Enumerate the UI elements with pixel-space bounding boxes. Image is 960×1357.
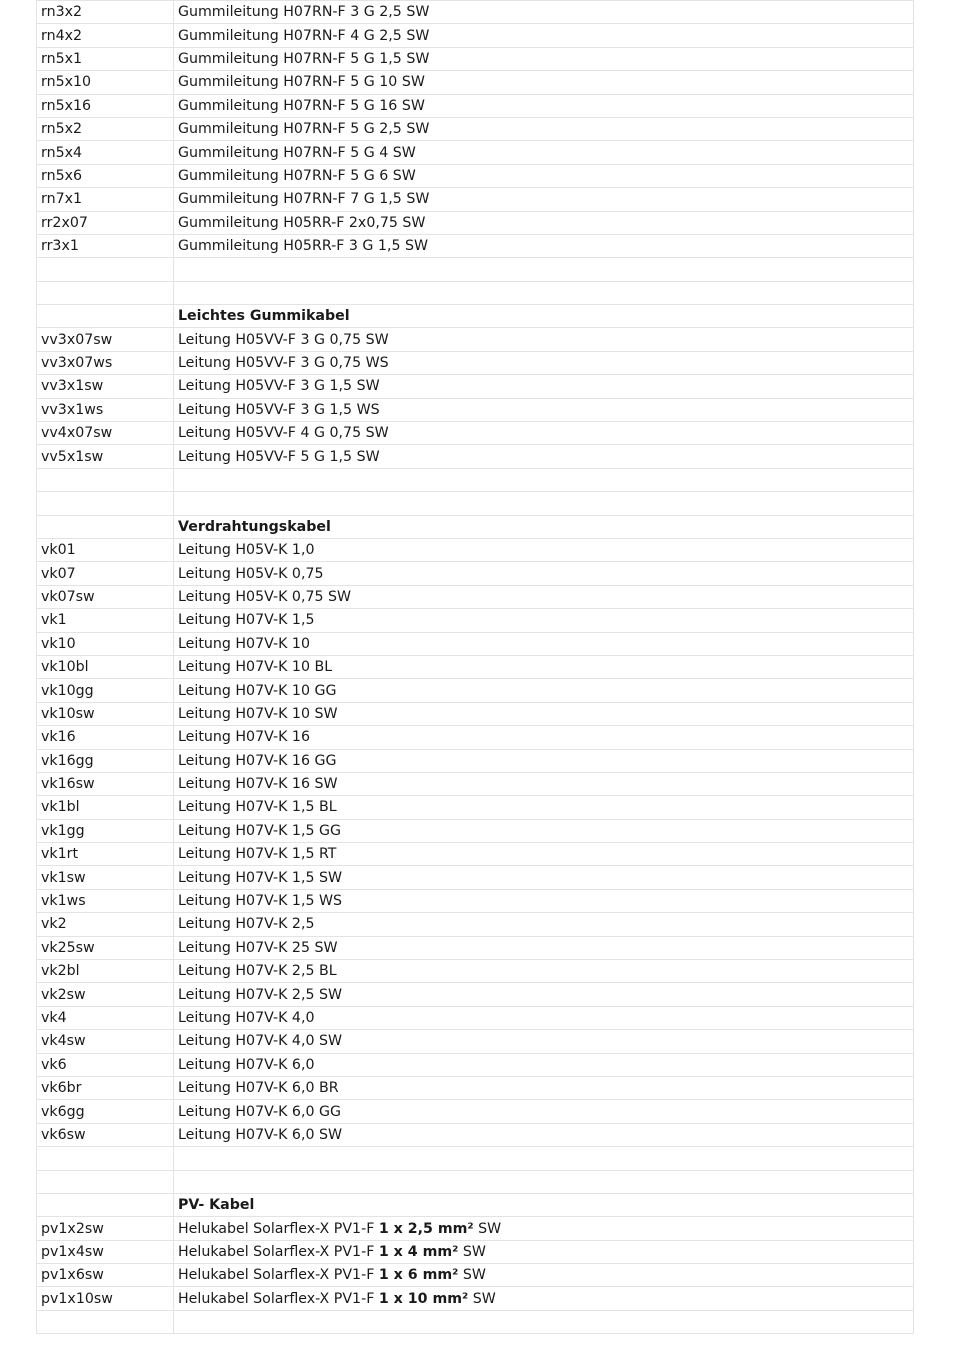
article-code: vk10sw <box>37 702 174 725</box>
article-description: Leitung H07V-K 1,5 GG <box>174 819 914 842</box>
empty-cell <box>37 1193 174 1216</box>
article-description: Leitung H07V-K 4,0 <box>174 1006 914 1029</box>
article-description: Leitung H05VV-F 3 G 0,75 SW <box>174 328 914 351</box>
table-row <box>37 889 914 912</box>
article-code: vv4x07sw <box>37 422 174 445</box>
section-heading-row <box>37 305 914 328</box>
table-row <box>37 538 914 561</box>
table-row <box>37 679 914 702</box>
article-description: Leitung H07V-K 2,5 SW <box>174 983 914 1006</box>
table-row <box>37 960 914 983</box>
table-row <box>37 328 914 351</box>
article-description: Leitung H07V-K 1,5 <box>174 609 914 632</box>
product-table <box>36 0 914 1334</box>
article-description: Leitung H07V-K 2,5 <box>174 913 914 936</box>
article-code: vk25sw <box>37 936 174 959</box>
table-row <box>37 94 914 117</box>
article-code: vk16 <box>37 726 174 749</box>
article-code: rn4x2 <box>37 24 174 47</box>
empty-cell <box>174 468 914 491</box>
article-description: Leitung H05VV-F 4 G 0,75 SW <box>174 422 914 445</box>
article-description: Gummileitung H07RN-F 3 G 2,5 SW <box>174 1 914 24</box>
article-code: rn5x2 <box>37 117 174 140</box>
article-description: Leitung H07V-K 1,5 SW <box>174 866 914 889</box>
empty-cell <box>37 258 174 281</box>
article-description: Leitung H07V-K 1,5 WS <box>174 889 914 912</box>
product-table-body <box>37 1 914 1334</box>
table-row <box>37 936 914 959</box>
table-row <box>37 1100 914 1123</box>
table-row <box>37 234 914 257</box>
article-code: vk10gg <box>37 679 174 702</box>
description-spec: 1 x 10 mm² <box>378 1290 469 1307</box>
description-spec: 1 x 4 mm² <box>378 1243 459 1260</box>
table-row <box>37 1030 914 1053</box>
blank-row <box>37 468 914 491</box>
blank-row <box>37 1170 914 1193</box>
table-row <box>37 609 914 632</box>
article-description <box>174 1264 914 1287</box>
table-row <box>37 585 914 608</box>
article-code: vk1rt <box>37 843 174 866</box>
article-code: vk2sw <box>37 983 174 1006</box>
table-row <box>37 375 914 398</box>
table-row <box>37 819 914 842</box>
table-row <box>37 71 914 94</box>
table-row <box>37 843 914 866</box>
article-description: Leitung H07V-K 6,0 GG <box>174 1100 914 1123</box>
table-row <box>37 1240 914 1263</box>
article-description <box>174 1217 914 1240</box>
empty-cell <box>174 1147 914 1170</box>
empty-cell <box>37 515 174 538</box>
article-code: rr2x07 <box>37 211 174 234</box>
section-heading: Verdrahtungskabel <box>174 515 914 538</box>
article-description: Gummileitung H07RN-F 7 G 1,5 SW <box>174 188 914 211</box>
article-description: Leitung H07V-K 16 <box>174 726 914 749</box>
article-code: vk1 <box>37 609 174 632</box>
table-row <box>37 749 914 772</box>
article-description: Leitung H07V-K 10 SW <box>174 702 914 725</box>
article-code: vk6 <box>37 1053 174 1076</box>
article-description: Gummileitung H05RR-F 3 G 1,5 SW <box>174 234 914 257</box>
table-row <box>37 796 914 819</box>
table-row <box>37 866 914 889</box>
article-description: Gummileitung H07RN-F 5 G 4 SW <box>174 141 914 164</box>
empty-cell <box>37 305 174 328</box>
article-code: pv1x10sw <box>37 1287 174 1310</box>
article-code: vk07 <box>37 562 174 585</box>
article-code: vv3x1sw <box>37 375 174 398</box>
table-row <box>37 1264 914 1287</box>
empty-cell <box>37 1147 174 1170</box>
article-description: Leitung H05V-K 0,75 SW <box>174 585 914 608</box>
table-row <box>37 1217 914 1240</box>
table-row <box>37 422 914 445</box>
article-description: Gummileitung H07RN-F 5 G 1,5 SW <box>174 47 914 70</box>
table-row <box>37 1053 914 1076</box>
article-code: vk10bl <box>37 655 174 678</box>
article-code: pv1x4sw <box>37 1240 174 1263</box>
article-description: Leitung H07V-K 16 GG <box>174 749 914 772</box>
article-code: vv3x07sw <box>37 328 174 351</box>
article-code: rn7x1 <box>37 188 174 211</box>
description-suffix: SW <box>468 1290 496 1307</box>
article-code: pv1x6sw <box>37 1264 174 1287</box>
article-description: Leitung H05V-K 1,0 <box>174 538 914 561</box>
article-code: rr3x1 <box>37 234 174 257</box>
table-row <box>37 1006 914 1029</box>
article-code: vk1gg <box>37 819 174 842</box>
article-description: Leitung H05VV-F 3 G 1,5 SW <box>174 375 914 398</box>
article-code: vk4 <box>37 1006 174 1029</box>
article-description: Leitung H05VV-F 5 G 1,5 SW <box>174 445 914 468</box>
table-row <box>37 117 914 140</box>
article-code: rn5x4 <box>37 141 174 164</box>
table-row <box>37 702 914 725</box>
table-row <box>37 655 914 678</box>
description-prefix: Helukabel Solarflex-X PV1-F <box>178 1243 379 1260</box>
table-row <box>37 1076 914 1099</box>
article-description: Gummileitung H07RN-F 5 G 16 SW <box>174 94 914 117</box>
empty-cell <box>174 1310 914 1333</box>
article-description: Leitung H07V-K 10 <box>174 632 914 655</box>
description-spec: 1 x 6 mm² <box>378 1267 459 1284</box>
blank-row <box>37 258 914 281</box>
article-code: vk01 <box>37 538 174 561</box>
article-code: vk4sw <box>37 1030 174 1053</box>
description-suffix: SW <box>458 1267 486 1284</box>
article-description: Leitung H07V-K 4,0 SW <box>174 1030 914 1053</box>
article-code: pv1x2sw <box>37 1217 174 1240</box>
description-prefix: Helukabel Solarflex-X PV1-F <box>178 1220 379 1237</box>
article-code: rn5x6 <box>37 164 174 187</box>
empty-cell <box>37 468 174 491</box>
description-suffix: SW <box>458 1243 486 1260</box>
empty-cell <box>37 1310 174 1333</box>
table-row <box>37 772 914 795</box>
article-description: Leitung H07V-K 6,0 <box>174 1053 914 1076</box>
article-code: rn5x10 <box>37 71 174 94</box>
empty-cell <box>37 492 174 515</box>
article-code: rn5x16 <box>37 94 174 117</box>
blank-row <box>37 492 914 515</box>
article-code: rn5x1 <box>37 47 174 70</box>
article-code: vk2 <box>37 913 174 936</box>
table-row <box>37 445 914 468</box>
description-prefix: Helukabel Solarflex-X PV1-F <box>178 1267 379 1284</box>
blank-row <box>37 1310 914 1333</box>
article-description: Leitung H07V-K 6,0 BR <box>174 1076 914 1099</box>
article-code: vk6gg <box>37 1100 174 1123</box>
empty-cell <box>37 1170 174 1193</box>
empty-cell <box>174 258 914 281</box>
article-code: vk10 <box>37 632 174 655</box>
article-description: Leitung H05VV-F 3 G 1,5 WS <box>174 398 914 421</box>
article-code: vk6sw <box>37 1123 174 1146</box>
article-description: Leitung H05V-K 0,75 <box>174 562 914 585</box>
table-row <box>37 398 914 421</box>
article-code: vk16gg <box>37 749 174 772</box>
table-row <box>37 24 914 47</box>
table-row <box>37 141 914 164</box>
table-row <box>37 726 914 749</box>
table-row <box>37 913 914 936</box>
article-description: Leitung H07V-K 25 SW <box>174 936 914 959</box>
table-row <box>37 983 914 1006</box>
article-description: Leitung H07V-K 1,5 BL <box>174 796 914 819</box>
table-row <box>37 1287 914 1310</box>
section-heading-row <box>37 1193 914 1216</box>
article-description: Gummileitung H07RN-F 5 G 2,5 SW <box>174 117 914 140</box>
article-code: vk07sw <box>37 585 174 608</box>
article-code: vk16sw <box>37 772 174 795</box>
section-heading: PV- Kabel <box>174 1193 914 1216</box>
table-row <box>37 164 914 187</box>
article-code: vv3x07ws <box>37 351 174 374</box>
table-row <box>37 632 914 655</box>
table-row <box>37 1123 914 1146</box>
table-row <box>37 1 914 24</box>
article-description: Leitung H07V-K 1,5 RT <box>174 843 914 866</box>
article-description <box>174 1287 914 1310</box>
article-code: vv3x1ws <box>37 398 174 421</box>
article-code: vk1bl <box>37 796 174 819</box>
article-description: Gummileitung H07RN-F 5 G 6 SW <box>174 164 914 187</box>
article-code: vk2bl <box>37 960 174 983</box>
blank-row <box>37 1147 914 1170</box>
article-code: vk1ws <box>37 889 174 912</box>
table-row <box>37 47 914 70</box>
table-row <box>37 188 914 211</box>
article-code: vk1sw <box>37 866 174 889</box>
description-suffix: SW <box>473 1220 502 1237</box>
article-description: Leitung H07V-K 2,5 BL <box>174 960 914 983</box>
section-heading-row <box>37 515 914 538</box>
article-code: vv5x1sw <box>37 445 174 468</box>
table-row <box>37 562 914 585</box>
description-spec: 1 x 2,5 mm² <box>378 1220 474 1237</box>
article-description <box>174 1240 914 1263</box>
empty-cell <box>174 492 914 515</box>
empty-cell <box>174 1170 914 1193</box>
section-heading: Leichtes Gummikabel <box>174 305 914 328</box>
article-code: vk6br <box>37 1076 174 1099</box>
empty-cell <box>174 281 914 304</box>
article-description: Gummileitung H07RN-F 4 G 2,5 SW <box>174 24 914 47</box>
table-row <box>37 351 914 374</box>
article-description: Leitung H07V-K 10 BL <box>174 655 914 678</box>
description-prefix: Helukabel Solarflex-X PV1-F <box>178 1290 379 1307</box>
article-description: Gummileitung H05RR-F 2x0,75 SW <box>174 211 914 234</box>
article-description: Leitung H07V-K 16 SW <box>174 772 914 795</box>
article-description: Leitung H05VV-F 3 G 0,75 WS <box>174 351 914 374</box>
article-description: Gummileitung H07RN-F 5 G 10 SW <box>174 71 914 94</box>
empty-cell <box>37 281 174 304</box>
blank-row <box>37 281 914 304</box>
article-code: rn3x2 <box>37 1 174 24</box>
article-description: Leitung H07V-K 10 GG <box>174 679 914 702</box>
article-description: Leitung H07V-K 6,0 SW <box>174 1123 914 1146</box>
table-row <box>37 211 914 234</box>
